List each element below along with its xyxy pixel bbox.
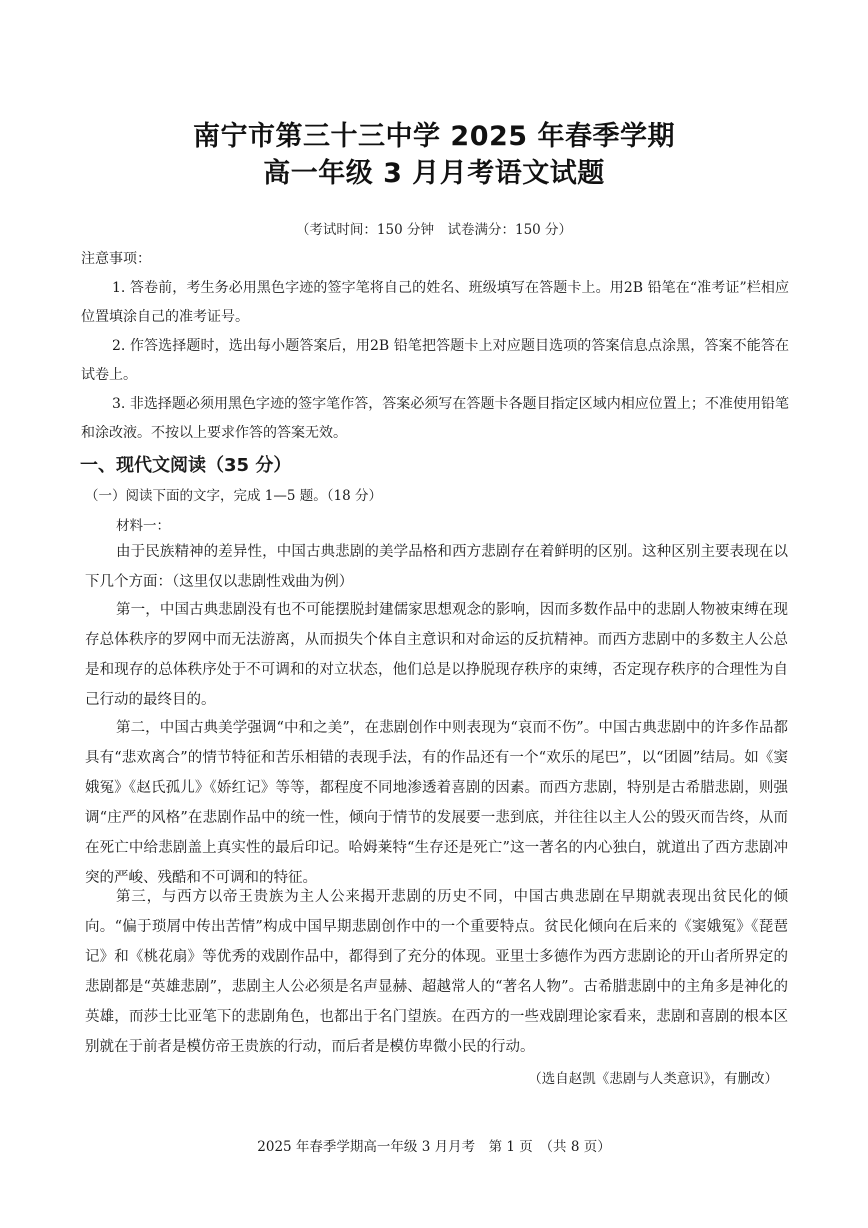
reading-instruction: （一）阅读下面的文字，完成 1—5 题。（18 分）: [85, 488, 382, 504]
passage-paragraph-4: 第三，与西方以帝王贵族为主人公来揭开悲剧的历史不同，中国古典悲剧在早期就表现出贫民化的倾向。“偏于琐屑中传出苦情”构成中国早期悲剧创作中的一个重要特点。贫民化倾向在后来的《窦娥冤》《琵琶记》和《桃花扇》等优秀的戏剧作品中，都得到了充分的体现。亚里士多德作为西方悲剧论的开山者所界定的悲剧都是“英雄悲剧”，悲剧主人公必须是名声显赫、超越常人的“著名人物”。古希腊悲剧中的主角多是神化的英雄，而莎士比亚笔下的悲剧角色，也都出于名门望族。在西方的一些戏剧理论家看来，悲剧和喜剧的根本区别就在于前者是模仿帝王贵族的行动，而后者是模仿卑微小民的行动。: [85, 889, 788, 1055]
passage-paragraph-1: 由于民族精神的差异性，中国古典悲剧的美学品格和西方悲剧存在着鲜明的区别。这种区别主要表现在以下几个方面：（这里仅以悲剧性戏曲为例）: [85, 544, 788, 590]
page-footer: 2025 年春季学期高一年级 3 月月考 第 1 页 （共 8 页）: [257, 1139, 611, 1155]
passage-paragraph-3: 第二，中国古典美学强调“中和之美”，在悲剧创作中则表现为“哀而不伤”。中国古典悲剧中的许多作品都具有“悲欢离合”的情节特征和苦乐相错的表现手法，有的作品还有一个“欢乐的尾巴”，以“团圆”结局。如《窦娥冤》《赵氏孤儿》《娇红记》等等，都程度不同地渗透着喜剧的因素。而西方悲剧，特别是古希腊悲剧，则强调“庄严的风格”在悲剧作品中的统一性，倾向于情节的发展要一悲到底，并往往以主人公的毁灭而告终，从而在死亡中给悲剧盖上真实性的最后印记。哈姆莱特“生存还是死亡”这一著名的内心独白，就道出了西方悲剧冲突的严峻、残酷和不可调和的特征。: [85, 720, 788, 886]
notice-item-2: 2. 作答选择题时，选出每小题答案后，用2B 铅笔把答题卡上对应题目选项的答案信息点涂黑，答案不能答在试卷上。: [81, 338, 789, 383]
notice-heading: 注意事项：: [81, 251, 151, 267]
exam-title-line1: 南宁市第三十三中学 2025 年春季学期: [193, 121, 675, 152]
material-label: 材料一：: [116, 518, 170, 534]
passage-source: （选自赵凯《悲剧与人类意识》，有删改）: [528, 1071, 778, 1087]
passage-paragraph-2: 第一，中国古典悲剧没有也不可能摆脱封建儒家思想观念的影响，因而多数作品中的悲剧人物被束缚在现存总体秩序的罗网中而无法游离，从而损失个体自主意识和对命运的反抗精神。而西方悲剧中的多数主人公总是和现存的总体秩序处于不可调和的对立状态，他们总是以挣脱现存秩序的束缚，否定现存秩序的合理性为自己行动的最终目的。: [85, 602, 788, 708]
notice-item-1: 1. 答卷前，考生务必用黑色字迹的签字笔将自己的姓名、班级填写在答题卡上。用2B 铅笔在“准考证”栏相应位置填涂自己的准考证号。: [81, 280, 789, 325]
notice-item-3: 3. 非选择题必须用黑色字迹的签字笔作答，答案必须写在答题卡各题目指定区域内相应位置上；不准使用铅笔和涂改液。不按以上要求作答的答案无效。: [81, 396, 789, 441]
exam-time-score-info: （考试时间：150 分钟 试卷满分：150 分）: [295, 222, 573, 238]
section-heading: 一、现代文阅读（35 分）: [80, 455, 292, 476]
exam-title-line2: 高一年级 3 月月考语文试题: [263, 158, 605, 189]
